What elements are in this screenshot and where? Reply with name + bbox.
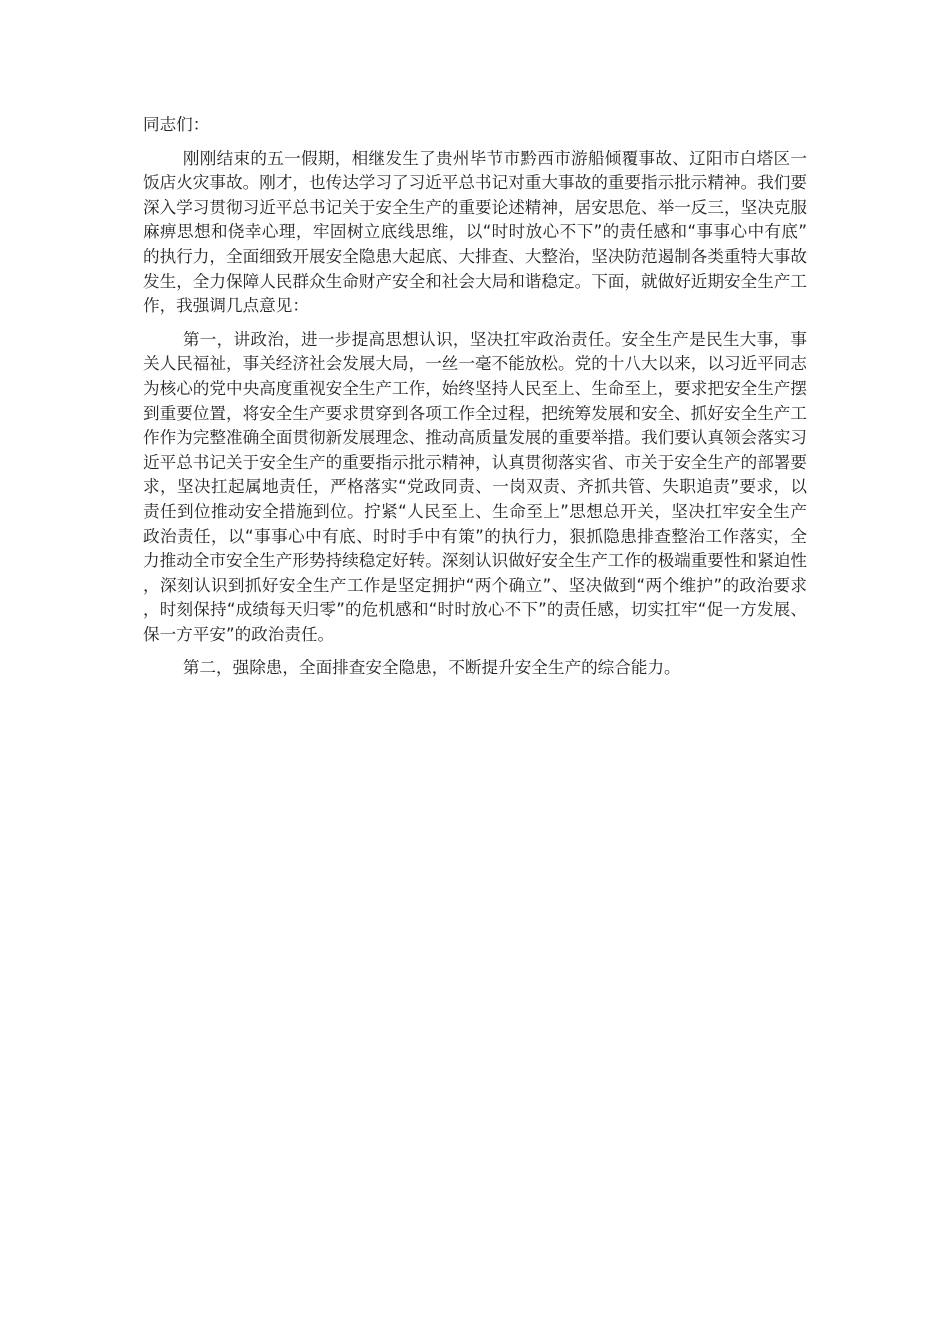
document-body: [143, 113, 807, 690]
paragraph-intro: 刚刚结束的五一假期，相继发生了贵州毕节市黔西市游船倾覆事故、辽阳市白塔区一饭店火灾事故。刚才，也传达学习了习近平总书记对重大事故的重要指示批示精神。我们要深入学习贯彻习近平总书记关于安全生产的重要论述精神，居安思危、举一反三，坚决克服麻痹思想和侥幸心理，牢固树立底线思维，以“时时放心不下”的责任感和“事事心中有底”的执行力，全面细致开展安全隐患大起底、大排查、大整治，坚决防范遏制各类重特大事故发生，全力保障人民群众生命财产安全和社会大局和谐稳定。下面，就做好近期安全生产工作，我强调几点意见：: [143, 148, 807, 316]
paragraph-point-two: 第二，强除患，全面排查安全隐患，不断提升安全生产的综合能力。: [182, 658, 681, 678]
salutation: 同志们：: [143, 115, 210, 134]
paragraph-point-one: 第一，讲政治，进一步提高思想认识，坚决扛牢政治责任。安全生产是民生大事，事关人民福祉，事关经济社会发展大局，一丝一毫不能放松。党的十八大以来，以习近平同志为核心的党中央高度重视安全生产工作，始终坚持人民至上、生命至上，要求把安全生产摆到重要位置，将安全生产要求贯穿到各项工作全过程，把统筹发展和安全、抓好安全生产工作作为完整准确全面贯彻新发展理念、推动高质量发展的重要举措。我们要认真领会落实习近平总书记关于安全生产的重要指示批示精神，认真贯彻落实省、市关于安全生产的部署要求，坚决扛起属地责任，严格落实“党政同责、一岗双责、齐抓共管、失职追责”要求，以责任到位推动安全措施到位。拧紧“人民至上、生命至上”思想总开关，坚决扛牢安全生产政治责任，以“事事心中有底、时时手中有策”的执行力，狠抓隐患排查整治工作落实，全力推动全市安全生产形势持续稳定好转。深刻认识做好安全生产工作的极端重要性和紧迫性，深刻认识到抓好安全生产工作是坚定拥护“两个确立”、坚决做到“两个维护”的政治要求，时刻保持“成绩每天归零”的危机感和“时时放心不下”的责任感，切实扛牢“促一方发展、保一方平安”的政治责任。: [143, 329, 807, 644]
